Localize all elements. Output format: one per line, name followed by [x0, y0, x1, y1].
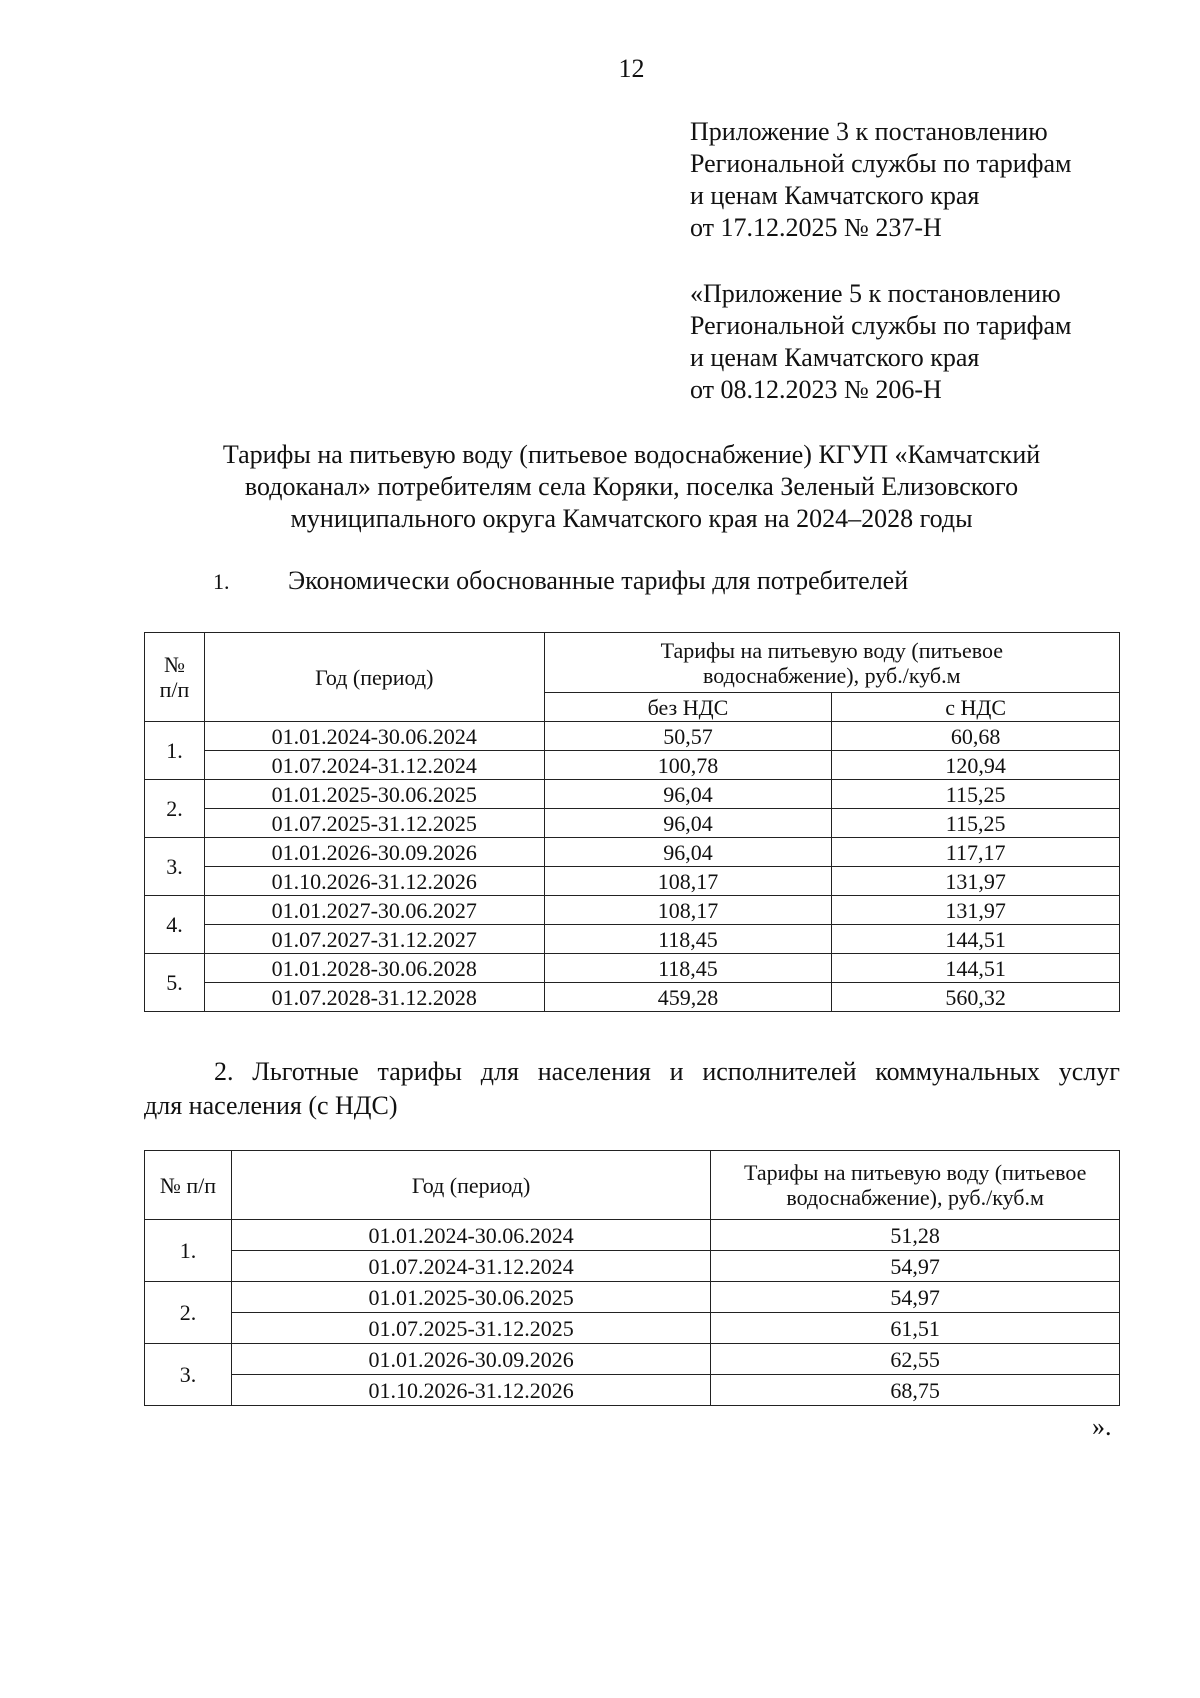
- header-num: [145, 633, 205, 722]
- table-row: [145, 838, 1120, 867]
- table-row: [145, 1313, 1120, 1344]
- row-num: 2.: [145, 780, 205, 838]
- table-row: [145, 780, 1120, 809]
- row-tariff: 68,75: [711, 1375, 1120, 1406]
- row-tariff: 62,55: [711, 1344, 1120, 1375]
- row-period: 01.01.2028-30.06.2028: [204, 954, 544, 983]
- row-without-vat: 108,17: [544, 867, 832, 896]
- table-header-row: [145, 633, 1120, 693]
- row-without-vat: 96,04: [544, 838, 832, 867]
- table-row: [145, 896, 1120, 925]
- table-header-row: [145, 1151, 1120, 1220]
- header-num-line: п/п: [159, 677, 190, 702]
- table-row: [145, 1344, 1120, 1375]
- row-period: 01.01.2025-30.06.2025: [204, 780, 544, 809]
- table-row: [145, 722, 1120, 751]
- row-tariff: 61,51: [711, 1313, 1120, 1344]
- heading-word: Льготные: [252, 1057, 359, 1086]
- document-title-line: муниципального округа Камчатского края на 2024–2028 годы: [290, 504, 973, 533]
- heading-word: тарифы: [377, 1057, 462, 1086]
- row-num: 1.: [145, 722, 205, 780]
- closing-quote: ».: [1092, 1412, 1112, 1441]
- table-row: [145, 1282, 1120, 1313]
- row-without-vat: 50,57: [544, 722, 832, 751]
- annex-current-line: Региональной службы по тарифам: [690, 149, 1072, 178]
- row-num: 5.: [145, 954, 205, 1012]
- row-without-vat: 459,28: [544, 983, 832, 1012]
- heading-word: населения: [537, 1057, 651, 1086]
- annex-previous-block: [690, 278, 1071, 406]
- header-tariff-line: Тарифы на питьевую воду (питьевое: [660, 637, 1003, 663]
- header-num: № п/п: [145, 1151, 232, 1220]
- row-period: 01.01.2024-30.06.2024: [231, 1220, 710, 1251]
- row-with-vat: 120,94: [832, 751, 1120, 780]
- annex-previous-line: от 08.12.2023 № 206-Н: [690, 375, 942, 404]
- row-period: 01.07.2027-31.12.2027: [204, 925, 544, 954]
- section-2-heading-line-1: [144, 1055, 1120, 1089]
- table-row: [145, 983, 1120, 1012]
- section-2-heading-line-2: для населения (с НДС): [144, 1091, 398, 1120]
- header-without-vat: без НДС: [544, 693, 832, 722]
- heading-word: услуг: [1058, 1057, 1120, 1086]
- heading-word: и: [669, 1057, 684, 1086]
- annex-current-line: от 17.12.2025 № 237-Н: [690, 213, 942, 242]
- header-with-vat: с НДС: [832, 693, 1120, 722]
- header-tariff-line: водоснабжение), руб./куб.м: [703, 662, 961, 688]
- row-without-vat: 108,17: [544, 896, 832, 925]
- row-with-vat: 115,25: [832, 780, 1120, 809]
- row-num: 4.: [145, 896, 205, 954]
- row-period: 01.07.2025-31.12.2025: [204, 809, 544, 838]
- table-row: [145, 925, 1120, 954]
- row-without-vat: 96,04: [544, 809, 832, 838]
- row-period: 01.07.2028-31.12.2028: [204, 983, 544, 1012]
- row-tariff: 54,97: [711, 1251, 1120, 1282]
- row-period: 01.01.2024-30.06.2024: [204, 722, 544, 751]
- row-tariff: 51,28: [711, 1220, 1120, 1251]
- table-row: [145, 954, 1120, 983]
- section-1-heading-text: Экономически обоснованные тарифы для потребителей: [288, 566, 909, 595]
- heading-word: 2.: [214, 1057, 234, 1086]
- annex-previous-line: «Приложение 5 к постановлению: [690, 279, 1061, 308]
- row-with-vat: 560,32: [832, 983, 1120, 1012]
- header-tariff: [711, 1151, 1120, 1220]
- row-num: 3.: [145, 1344, 232, 1406]
- annex-current-line: и ценам Камчатского края: [690, 181, 980, 210]
- header-tariff: [544, 633, 1119, 693]
- annex-previous-line: Региональной службы по тарифам: [690, 311, 1072, 340]
- row-with-vat: 131,97: [832, 896, 1120, 925]
- row-without-vat: 96,04: [544, 780, 832, 809]
- annex-current-block: [690, 116, 1071, 244]
- table-row: [145, 1375, 1120, 1406]
- header-num-line: №: [163, 652, 185, 677]
- heading-word: для: [480, 1057, 519, 1086]
- row-period: 01.07.2024-31.12.2024: [204, 751, 544, 780]
- table-row: [145, 751, 1120, 780]
- document-title-line: Тарифы на питьевую воду (питьевое водоснабжение) КГУП «Камчатский: [222, 440, 1041, 469]
- section-1-number: 1.: [213, 569, 230, 594]
- row-period: 01.01.2027-30.06.2027: [204, 896, 544, 925]
- row-period: 01.07.2025-31.12.2025: [231, 1313, 710, 1344]
- row-period: 01.07.2024-31.12.2024: [231, 1251, 710, 1282]
- row-without-vat: 118,45: [544, 954, 832, 983]
- annex-previous-line: и ценам Камчатского края: [690, 343, 980, 372]
- row-num: 3.: [145, 838, 205, 896]
- row-with-vat: 60,68: [832, 722, 1120, 751]
- header-tariff-line: Тарифы на питьевую воду (питьевое: [743, 1160, 1087, 1185]
- row-with-vat: 117,17: [832, 838, 1120, 867]
- row-with-vat: 115,25: [832, 809, 1120, 838]
- row-period: 01.01.2025-30.06.2025: [231, 1282, 710, 1313]
- header-tariff-line: водоснабжение), руб./куб.м: [786, 1185, 1044, 1210]
- preferential-tariffs-table: [144, 1150, 1120, 1406]
- row-num: 2.: [145, 1282, 232, 1344]
- row-period: 01.01.2026-30.09.2026: [231, 1344, 710, 1375]
- economic-tariffs-table: [144, 632, 1120, 1012]
- row-with-vat: 144,51: [832, 925, 1120, 954]
- heading-word: исполнителей: [702, 1057, 857, 1086]
- row-without-vat: 100,78: [544, 751, 832, 780]
- row-tariff: 54,97: [711, 1282, 1120, 1313]
- row-with-vat: 144,51: [832, 954, 1120, 983]
- row-period: 01.10.2026-31.12.2026: [204, 867, 544, 896]
- page-number: 12: [618, 54, 645, 83]
- row-period: 01.10.2026-31.12.2026: [231, 1375, 710, 1406]
- table-row: [145, 867, 1120, 896]
- heading-word: коммунальных: [875, 1057, 1040, 1086]
- row-with-vat: 131,97: [832, 867, 1120, 896]
- table-row: [145, 1220, 1120, 1251]
- document-title: [140, 439, 1123, 535]
- section-1-heading: [213, 565, 908, 598]
- header-period: Год (период): [204, 633, 544, 722]
- header-period: Год (период): [231, 1151, 710, 1220]
- annex-current-line: Приложение 3 к постановлению: [690, 117, 1048, 146]
- row-period: 01.01.2026-30.09.2026: [204, 838, 544, 867]
- table-row: [145, 1251, 1120, 1282]
- section-2-heading: [144, 1055, 1120, 1123]
- document-title-line: водоканал» потребителям села Коряки, поселка Зеленый Елизовского: [244, 472, 1019, 501]
- table-row: [145, 809, 1120, 838]
- row-num: 1.: [145, 1220, 232, 1282]
- row-without-vat: 118,45: [544, 925, 832, 954]
